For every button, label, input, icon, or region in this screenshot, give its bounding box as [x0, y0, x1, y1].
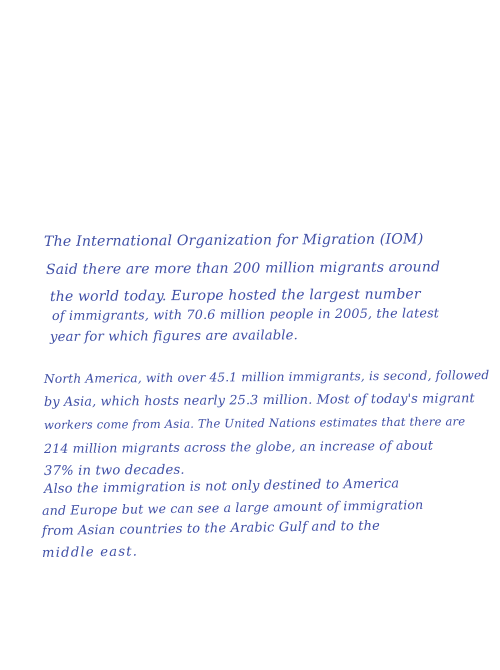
- paragraph-1-line-3: the world today. Europe hosted the largest number: [49, 286, 421, 305]
- paragraph-1-line-5: year for which figures are available.: [49, 328, 298, 345]
- paragraph-3-line-2: and Europe but we can see a large amount of immigration: [41, 497, 424, 518]
- paragraph-3-line-4: middle east.: [41, 544, 139, 561]
- paragraph-1-line-1: The International Organization for Migration (IOM): [43, 231, 424, 250]
- paragraph-2-line-4: 214 million migrants across the globe, an increase of about: [43, 437, 434, 456]
- paragraph-2-line-3: workers come from Asia. The United Nations estimates that there are: [43, 414, 466, 432]
- paragraph-2-line-5: 37% in two decades.: [43, 462, 185, 479]
- paragraph-3-line-1: Also the immigration is not only destined to America: [43, 476, 400, 497]
- paragraph-2-line-1: North America, with over 45.1 million immigrants, is second, followed: [43, 368, 490, 386]
- paragraph-1-line-2: Said there are more than 200 million migrants around: [45, 259, 441, 278]
- paragraph-3-line-3: from Asian countries to the Arabic Gulf and to the: [41, 518, 381, 539]
- paragraph-2-line-2: by Asia, which hosts nearly 25.3 million. Most of today's migrant: [43, 391, 475, 410]
- paragraph-1-line-4: of immigrants, with 70.6 million people in 2005, the latest: [51, 306, 440, 324]
